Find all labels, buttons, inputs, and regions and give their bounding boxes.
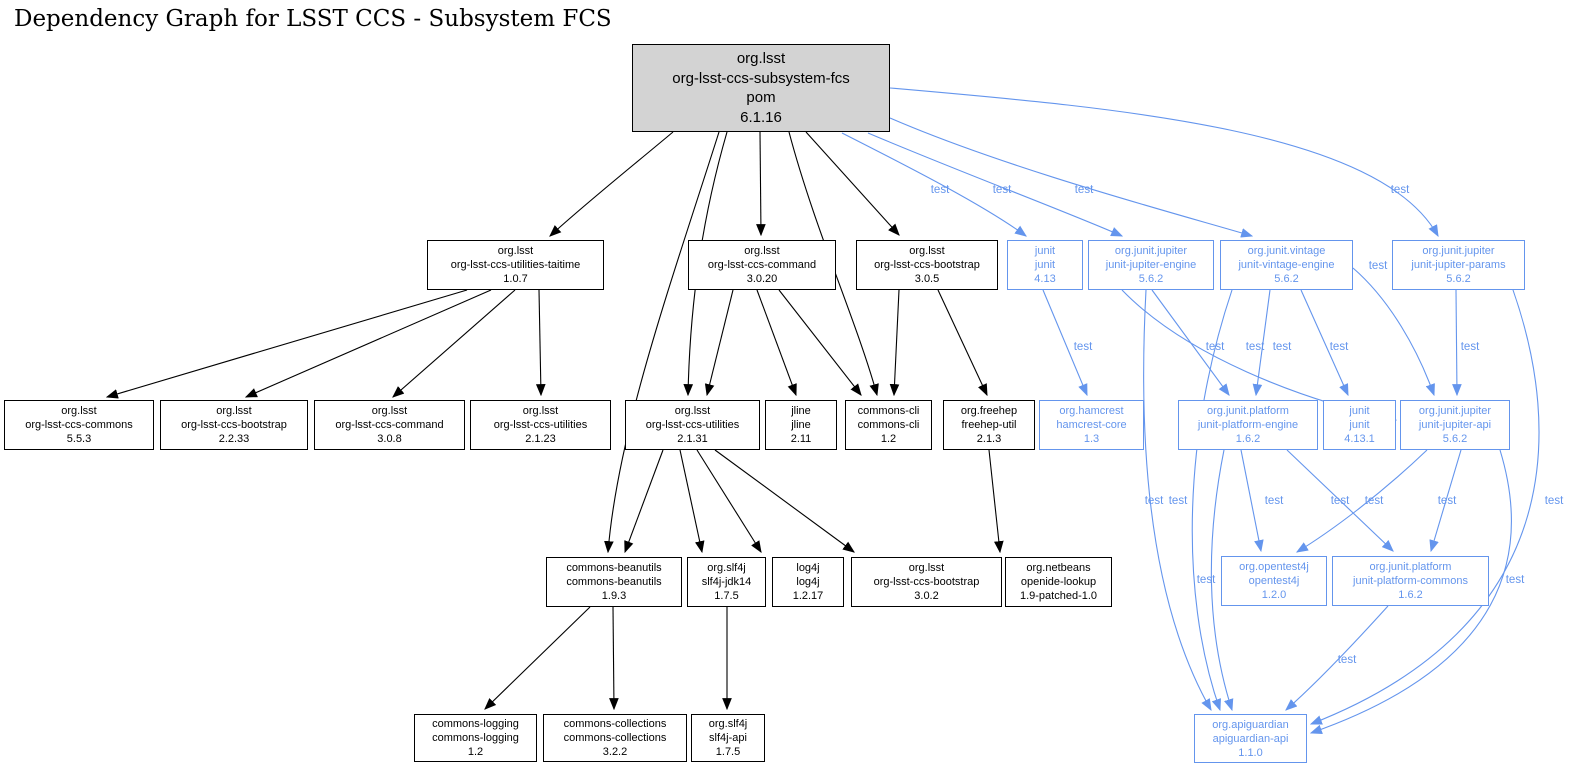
node-label-line: org.junit.jupiter xyxy=(1418,405,1492,417)
node-junit-jupiter-engine xyxy=(1088,240,1214,290)
node-label-line: 1.3 xyxy=(1083,433,1100,445)
node-bootstrap-3-0-2 xyxy=(851,557,1002,607)
node-label-line: org.lsst xyxy=(674,405,711,417)
node-apiguardian-api xyxy=(1194,714,1307,763)
edge-command-3-0-20-to-commons-cli xyxy=(779,290,861,395)
node-label-line: commons-logging xyxy=(432,732,519,744)
edge-scope-label: test xyxy=(1544,495,1564,507)
node-label-line: 2.1.23 xyxy=(525,433,556,445)
node-label-line: 4.13 xyxy=(1034,273,1056,285)
node-label-line: org.junit.jupiter xyxy=(1114,245,1188,257)
node-label-line: org.junit.platform xyxy=(1207,405,1289,417)
node-label-line: commons-beanutils xyxy=(566,562,662,574)
node-bootstrap-3-0-5 xyxy=(856,240,998,290)
node-bootstrap-2-2-33 xyxy=(160,400,308,450)
node-label-line: commons-collections xyxy=(563,732,667,744)
node-label-line: 3.0.20 xyxy=(746,273,778,285)
edge-scope-label: test xyxy=(992,184,1012,196)
node-label-line: org.junit.vintage xyxy=(1247,245,1326,257)
node-label-line: 5.5.3 xyxy=(66,433,92,445)
node-label-line: org-lsst-ccs-bootstrap xyxy=(873,576,980,588)
node-root xyxy=(632,44,890,132)
edge-commons-beanutils-to-commons-collections xyxy=(613,607,614,709)
node-freehep-util xyxy=(943,400,1035,450)
node-utilities-2-1-31 xyxy=(625,400,760,450)
edge-root-to-utilities-taitime xyxy=(550,132,673,236)
edge-scope-label: test xyxy=(930,184,950,196)
node-label-line: org.lsst xyxy=(497,245,534,257)
edge-scope-label: test xyxy=(1074,184,1094,196)
node-label-line: jline xyxy=(791,405,811,417)
node-label-line: 1.1.0 xyxy=(1238,746,1263,759)
node-label-line: 5.6.2 xyxy=(1138,273,1164,285)
node-commons-5-5-3 xyxy=(4,400,154,450)
node-label-line: slf4j-api xyxy=(709,732,747,744)
node-label-line: 1.2.0 xyxy=(1261,589,1287,601)
node-label-line: junit-vintage-engine xyxy=(1238,259,1335,271)
node-label-line: commons-cli xyxy=(857,419,920,431)
edge-utilities-2-1-31-to-slf4j-jdk14 xyxy=(680,450,702,552)
node-label-line: pom xyxy=(746,89,776,106)
node-utilities-taitime xyxy=(427,240,604,290)
edge-scope-label: test xyxy=(1460,341,1480,353)
node-commons-cli xyxy=(845,400,932,450)
node-label-line: org.junit.platform xyxy=(1369,561,1452,573)
node-commons-collections xyxy=(543,714,687,762)
node-openide-lookup xyxy=(1005,557,1112,607)
node-junit-4-13-1 xyxy=(1323,400,1396,450)
node-junit-4-13 xyxy=(1007,240,1083,290)
edge-root-to-commons-beanutils xyxy=(608,132,719,552)
node-label-line: junit-platform-commons xyxy=(1353,575,1468,587)
node-label-line: 1.2.17 xyxy=(792,590,824,602)
node-label-line: junit-jupiter-api xyxy=(1418,419,1492,431)
edge-junit-jupiter-api-to-opentest4j xyxy=(1297,450,1427,552)
node-command-3-0-20 xyxy=(688,240,836,290)
node-label-line: junit-jupiter-engine xyxy=(1105,259,1197,271)
node-label-line: org.freehep xyxy=(960,405,1018,417)
edge-scope-label: test xyxy=(1437,495,1457,507)
node-commons-logging xyxy=(414,714,537,762)
node-label-line: 1.2 xyxy=(880,433,897,445)
edge-scope-label: test xyxy=(1168,495,1188,507)
node-label-line: jline xyxy=(791,419,811,431)
node-junit-platform-engine xyxy=(1178,400,1318,450)
node-label-line: 4.13.1 xyxy=(1344,433,1375,445)
node-label-line: org-lsst-ccs-bootstrap xyxy=(181,419,287,431)
edge-utilities-taitime-to-utilities-2-1-23 xyxy=(539,290,541,395)
edge-scope-label: test xyxy=(1505,574,1525,586)
node-label-line: org.apiguardian xyxy=(1212,718,1289,731)
node-label-line: org.lsst xyxy=(61,405,97,417)
edge-utilities-2-1-31-to-commons-beanutils xyxy=(625,450,663,552)
edge-root-to-bootstrap-3-0-5 xyxy=(806,132,899,235)
node-label-line: 1.9-patched-1.0 xyxy=(1019,590,1098,602)
node-label-line: junit xyxy=(1349,419,1370,431)
edge-scope-label: test xyxy=(1330,495,1350,507)
node-label-line: 1.7.5 xyxy=(714,590,739,602)
node-label-line: org-lsst-ccs-utilities xyxy=(645,419,740,431)
edge-freehep-util-to-openide-lookup xyxy=(989,450,1000,552)
edge-scope-label: test xyxy=(1390,184,1410,196)
node-label-line: org.hamcrest xyxy=(1059,405,1124,417)
node-label-line: junit-jupiter-params xyxy=(1411,259,1506,271)
node-label-line: commons-collections xyxy=(563,718,667,730)
node-label-line: commons-logging xyxy=(432,718,519,730)
node-label-line: org-lsst-ccs-commons xyxy=(25,419,133,431)
node-junit-vintage-engine xyxy=(1220,240,1353,290)
node-label-line: org.lsst xyxy=(909,245,945,257)
edge-root-to-command-3-0-20 xyxy=(760,132,761,235)
node-label-line: 2.1.31 xyxy=(677,433,708,445)
edge-command-3-0-20-to-jline xyxy=(757,290,796,395)
node-label-line: log4j xyxy=(796,562,820,574)
node-label-line: org-lsst-ccs-command xyxy=(335,419,444,431)
edge-scope-label: test xyxy=(1245,341,1265,353)
node-label-line: 1.6.2 xyxy=(1398,589,1423,601)
node-label-line: apiguardian-api xyxy=(1212,732,1289,745)
node-label-line: hamcrest-core xyxy=(1056,419,1127,431)
node-utilities-2-1-23 xyxy=(470,400,611,450)
node-label-line: 3.0.8 xyxy=(377,433,402,445)
node-label-line: 5.6.2 xyxy=(1274,273,1299,285)
edge-commons-beanutils-to-commons-logging xyxy=(485,607,590,709)
node-label-line: freehep-util xyxy=(961,419,1017,431)
node-label-line: org.lsst xyxy=(744,245,780,257)
node-label-line: 3.2.2 xyxy=(602,746,628,758)
edge-utilities-taitime-to-commons-5-5-3 xyxy=(107,290,467,397)
edge-bootstrap-3-0-5-to-commons-cli xyxy=(894,290,899,395)
edge-utilities-2-1-31-to-bootstrap-3-0-2 xyxy=(715,450,854,552)
node-label-line: org-lsst-ccs-bootstrap xyxy=(874,259,980,271)
node-label-line: org-lsst-ccs-utilities-taitime xyxy=(450,259,581,271)
edge-scope-label: test xyxy=(1264,495,1284,507)
page-title: Dependency Graph for LSST CCS - Subsystem FCS xyxy=(14,6,612,32)
node-label-line: 3.0.5 xyxy=(914,273,940,285)
node-label-line: openide-lookup xyxy=(1020,576,1097,588)
edge-bootstrap-3-0-5-to-freehep-util xyxy=(938,290,987,395)
edge-scope-label: test xyxy=(1368,260,1388,272)
edge-scope-label: test xyxy=(1329,341,1349,353)
node-label-line: log4j xyxy=(796,576,820,588)
node-label-line: 2.2.33 xyxy=(218,433,250,445)
node-label-line: org-lsst-ccs-command xyxy=(707,259,817,271)
node-label-line: opentest4j xyxy=(1248,575,1300,587)
node-label-line: 2.11 xyxy=(790,433,812,445)
node-label-line: 2.1.3 xyxy=(976,433,1002,445)
edge-scope-label: test xyxy=(1364,495,1384,507)
node-label-line: org.slf4j xyxy=(707,562,746,574)
node-label-line: 5.6.2 xyxy=(1442,433,1468,445)
edge-command-3-0-20-to-utilities-2-1-31 xyxy=(707,290,733,395)
node-jline xyxy=(765,400,837,450)
node-label-line: commons-cli xyxy=(857,405,920,417)
node-log4j xyxy=(772,557,844,607)
node-label-line: 1.6.2 xyxy=(1235,433,1261,445)
node-label-line: 1.7.5 xyxy=(715,746,741,758)
node-label-line: slf4j-jdk14 xyxy=(701,576,752,588)
node-label-line: junit-platform-engine xyxy=(1197,419,1299,431)
node-junit-jupiter-api xyxy=(1400,400,1510,450)
node-commons-beanutils xyxy=(546,557,682,607)
node-label-line: commons-beanutils xyxy=(566,576,662,588)
edge-root-to-junit-vintage-engine xyxy=(890,118,1252,236)
node-label-line: org.lsst xyxy=(371,405,408,417)
node-slf4j-jdk14 xyxy=(687,557,766,607)
edge-junit-platform-engine-to-opentest4j xyxy=(1241,450,1261,551)
node-hamcrest-core xyxy=(1039,400,1144,450)
node-label-line: junit xyxy=(1034,259,1056,271)
edge-scope-label: test xyxy=(1272,341,1292,353)
node-label-line: junit xyxy=(1034,245,1056,257)
node-slf4j-api xyxy=(691,714,765,762)
node-label-line: org.lsst xyxy=(216,405,252,417)
node-command-3-0-8 xyxy=(314,400,465,450)
node-label-line: org.lsst xyxy=(908,562,945,574)
node-label-line: 1.9.3 xyxy=(601,590,627,602)
edge-root-to-junit-jupiter-params xyxy=(890,88,1438,236)
edge-scope-label: test xyxy=(1205,341,1225,353)
node-label-line: org.lsst xyxy=(736,50,786,67)
node-label-line: org.netbeans xyxy=(1026,562,1091,574)
node-label-line: org-lsst-ccs-subsystem-fcs xyxy=(672,69,850,87)
node-label-line: junit xyxy=(1349,405,1370,417)
node-label-line: org-lsst-ccs-utilities xyxy=(493,419,588,431)
node-label-line: 1.0.7 xyxy=(503,273,528,285)
edge-scope-label: test xyxy=(1196,574,1216,586)
node-label-line: 5.6.2 xyxy=(1446,273,1471,285)
node-label-line: 1.2 xyxy=(467,746,484,758)
node-label-line: 3.0.2 xyxy=(914,590,939,602)
edge-junit-jupiter-params-to-junit-jupiter-api xyxy=(1456,290,1457,395)
edge-scope-label: test xyxy=(1144,495,1164,507)
node-opentest4j xyxy=(1221,556,1327,606)
node-label-line: 6.1.16 xyxy=(740,108,782,126)
node-label-line: org.opentest4j xyxy=(1239,561,1309,573)
edge-scope-label: test xyxy=(1337,654,1357,666)
node-label-line: org.slf4j xyxy=(708,718,748,730)
node-junit-platform-commons xyxy=(1332,556,1489,606)
node-label-line: org.junit.jupiter xyxy=(1422,245,1495,257)
edge-scope-label: test xyxy=(1073,341,1093,353)
edge-utilities-2-1-31-to-log4j xyxy=(697,450,761,552)
node-junit-jupiter-params xyxy=(1392,240,1525,290)
node-label-line: org.lsst xyxy=(522,405,559,417)
